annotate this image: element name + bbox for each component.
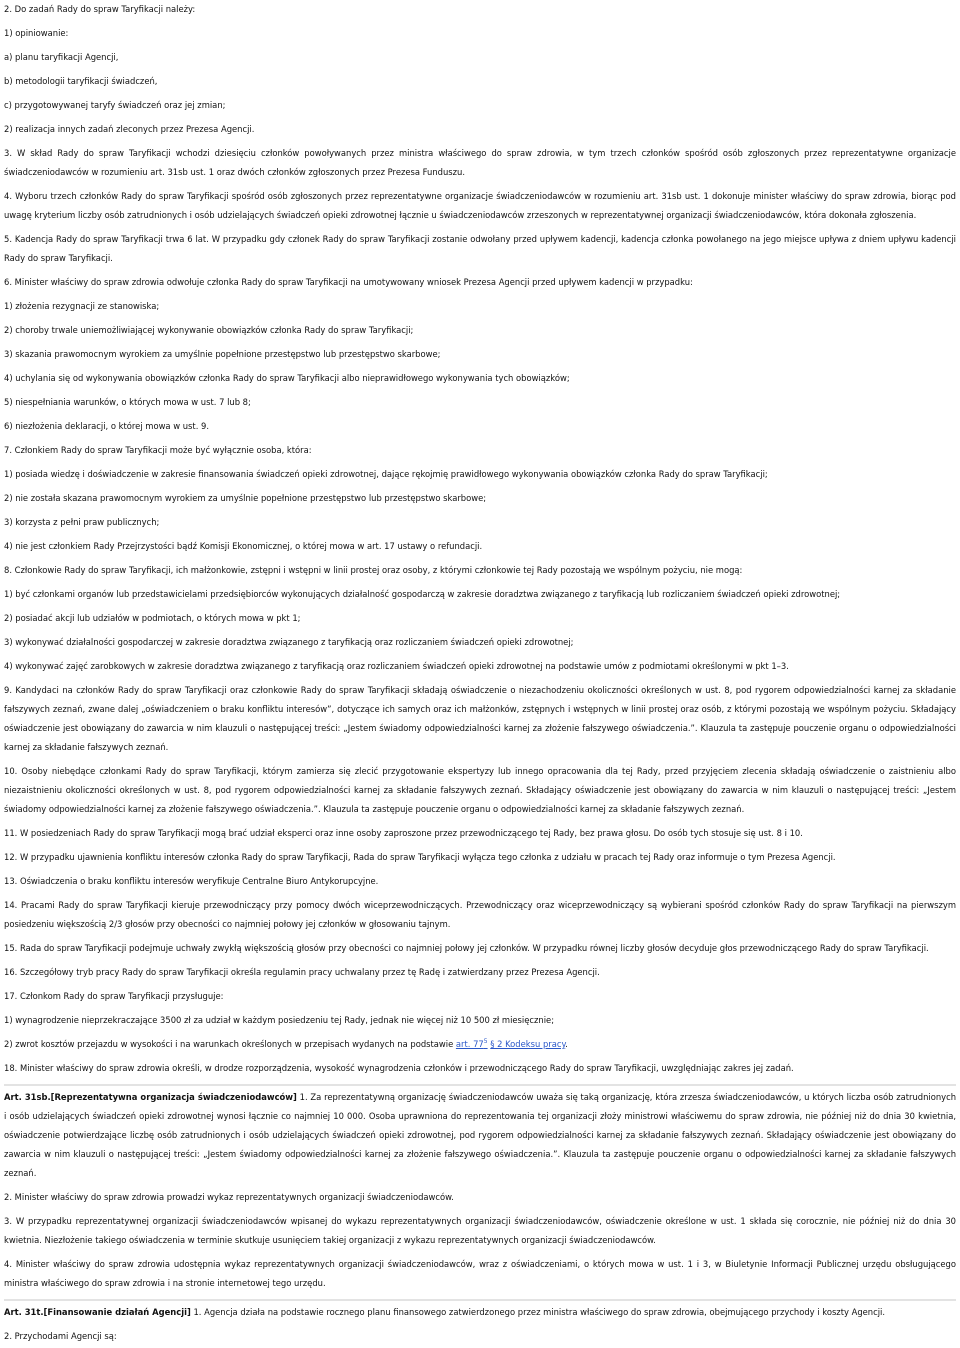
article-31sb-paragraph-1 [4,1088,956,1183]
paragraph-4: 4. Wyboru trzech członków Rady do spraw Taryfikacji spośród osób zgłoszonych przez reprezentatywne organizacje świadczeniodawców w rozumieniu art. 31sb ust. 1 dokonuje minister właściwy do spraw zdrowia, biorąc pod uwagę kryterium liczby osób zatrudnionych i osób udzielających świadczeń opieki zdrowotnej łącznie u świadczeniodawców zrzeszonych w reprezentatywnej organizacji świadczeniodawców, która dokonała zgłoszenia. [4,191,956,220]
paragraph-6: 6. Minister właściwy do spraw zdrowia odwołuje członka Rady do spraw Taryfikacji na umotywowany wniosek Prezesa Agencji przed upływem kadencji w przypadku: [4,277,693,287]
paragraph-13: 13. Oświadczenia o braku konfliktu interesów weryfikuje Centralne Biuro Antykorupcyjne. [4,876,379,886]
paragraph-6-5: 5) niespełniania warunków, o których mowa w ust. 7 lub 8; [4,397,251,407]
art-77-superscript: 5 [483,1038,488,1046]
article-31sb [4,1084,956,1293]
article-31t-heading: Art. 31t.[Finansowanie działań Agencji] [4,1307,191,1317]
paragraph-5: 5. Kadencja Rady do spraw Taryfikacji trwa 6 lat. W przypadku gdy członek Rady do spraw Taryfikacji zostanie odwołany przed upływem kadencji, kadencja członka powołanego na jego miejsce upływa z dniem upływu kadencji Rady do spraw Taryfikacji. [4,234,956,263]
paragraph-12: 12. W przypadku ujawnienia konfliktu interesów członka Rady do spraw Taryfikacji, Rada do spraw Taryfikacji wyłącza tego członka z udziału w pracach tej Rady oraz informuje o tym Prezesa Agencji. [4,852,836,862]
paragraph-17: 17. Członkom Rady do spraw Taryfikacji przysługuje: [4,991,224,1001]
art-77-link-label: art. 77 [455,1039,484,1049]
paragraph-2: 2. Do zadań Rady do spraw Taryfikacji należy: [4,4,196,14]
article-31sb-paragraph-2: 2. Minister właściwy do spraw zdrowia prowadzi wykaz reprezentatywnych organizacji świadczeniodawców. [4,1192,454,1202]
paragraph-2-1: 1) opiniowanie: [4,28,69,38]
paragraph-7-4: 4) nie jest członkiem Rady Przejrzystości bądź Komisji Ekonomicznej, o której mowa w art. 17 ustawy o refundacji. [4,541,483,551]
paragraph-8-2: 2) posiadać akcji lub udziałów w podmiotach, o których mowa w pkt 1; [4,613,301,623]
paragraph-17-1: 1) wynagrodzenie nieprzekraczające 3500 zł za udział w każdym posiedzeniu tej Rady, jednak nie więcej niż 10 500 zł miesięcznie; [4,1015,555,1025]
paragraph-2-1b: b) metodologii taryfikacji świadczeń, [4,76,158,86]
paragraph-2-1c: c) przygotowywanej taryfy świadczeń oraz jej zmian; [4,100,226,110]
art-77-link[interactable] [456,1039,488,1049]
paragraph-17-2-end: . [565,1039,568,1049]
article-31sb-heading: Art. 31sb.[Reprezentatywna organizacja świadczeniodawców] [4,1092,297,1102]
paragraph-6-4: 4) uchylania się od wykonywania obowiązków członka Rady do spraw Taryfikacji albo nieprawidłowego wykonywania tych obowiązków; [4,373,570,383]
paragraph-2-2: 2) realizacja innych zadań zleconych przez Prezesa Agencji. [4,124,255,134]
paragraph-3: 3. W skład Rady do spraw Taryfikacji wchodzi dziesięciu członków powoływanych przez ministra właściwego do spraw zdrowia, w tym trzech członków spośród osób zgłoszonych przez reprezentatywne organizacje świadczeniodawców w rozumieniu art. 31sb ust. 1 oraz dwóch członków zgłoszonych przez Prezesa Funduszu. [4,148,956,177]
paragraph-8-3: 3) wykonywać działalności gospodarczej w zakresie doradztwa związanego z taryfikacją oraz rozliczaniem świadczeń opieki zdrowotnej; [4,637,574,647]
paragraph-18: 18. Minister właściwy do spraw zdrowia określi, w drodze rozporządzenia, wysokość wynagrodzenia członków i przewodniczącego Rady do spraw Taryfikacji, uwzględniając zakres jej zadań. [4,1063,794,1073]
paragraph-10: 10. Osoby niebędące członkami Rady do spraw Taryfikacji, którym zamierza się zlecić przygotowanie ekspertyzy lub innego opracowania dla tej Rady, przed przyjęciem zlecenia składają oświadczenie o zaistnieniu albo niezaistnieniu okoliczności określonych w ust. 8, pod rygorem odpowiedzialności karnej za składanie fałszywych zeznań. Składający oświadczenie jest obowiązany do zawarcia w nim klauzuli o następującej treści: „Jestem świadomy odpowiedzialności karnej za złożenie fałszywego oświadczenia.”. Klauzula ta zastępuje pouczenie organu o odpowiedzialności karnej za składanie fałszywych zeznań. [4,766,956,814]
paragraph-14: 14. Pracami Rady do spraw Taryfikacji kieruje przewodniczący przy pomocy dwóch wiceprzewodniczących. Przewodniczący oraz wiceprzewodniczący są wybierani spośród członków Rady do spraw Taryfikacji na pierwszym posiedzeniu większością 2/3 głosów przy obecności co najmniej połowy jej członków w głosowaniu tajnym. [4,900,956,929]
paragraph-6-6: 6) niezłożenia deklaracji, o której mowa w ust. 9. [4,421,210,431]
paragraph-7-2: 2) nie została skazana prawomocnym wyrokiem za umyślnie popełnione przestępstwo lub przestępstwo skarbowe; [4,493,487,503]
paragraph-6-2: 2) choroby trwale uniemożliwiającej wykonywanie obowiązków członka Rady do spraw Taryfikacji; [4,325,414,335]
article-31t-paragraph-1 [4,1303,956,1322]
paragraph-2-1a: a) planu taryfikacji Agencji, [4,52,119,62]
paragraph-15: 15. Rada do spraw Taryfikacji podejmuje uchwały zwykłą większością głosów przy obecności co najmniej połowy jej członków. W przypadku równej liczby głosów decyduje głos przewodniczącego Rady do spraw Taryfikacji. [4,943,929,953]
article-31t [4,1299,956,1346]
paragraph-6-3: 3) skazania prawomocnym wyrokiem za umyślnie popełnione przestępstwo lub przestępstwo skarbowe; [4,349,441,359]
paragraph-16: 16. Szczegółowy tryb pracy Rady do spraw Taryfikacji określa regulamin pracy uchwalany przez tę Radę i zatwierdzany przez Prezesa Agencji. [4,967,600,977]
paragraph-6-1: 1) złożenia rezygnacji ze stanowiska; [4,301,160,311]
article-31sb-paragraph-4: 4. Minister właściwy do spraw zdrowia udostępnia wykaz reprezentatywnych organizacji świadczeniodawców, wraz z oświadczeniami, o których mowa w ust. 1 i 3, w Biuletynie Informacji Publicznej urzędu obsługującego ministra właściwego do spraw zdrowia i na stronie internetowej tego urzędu. [4,1259,956,1288]
paragraph-9: 9. Kandydaci na członków Rady do spraw Taryfikacji oraz członkowie Rady do spraw Taryfikacji składają oświadczenie o niezachodzeniu okoliczności określonych w ust. 8, pod rygorem odpowiedzialności karnej za składanie fałszywych zeznań, zwane dalej „oświadczeniem o braku konfliktu interesów”, dotyczące ich samych oraz ich małżonków, zstępnych i wstępnych w linii prostej oraz osób, z którymi pozostają we wspólnym pożyciu. Składający oświadczenie jest obowiązany do zawarcia w nim klauzuli o następującej treści: „Jestem świadomy odpowiedzialności karnej za złożenie fałszywego oświadczenia.”. Klauzula ta zastępuje pouczenie organu o odpowiedzialności karnej za składanie fałszywych zeznań. [4,685,956,752]
article-31t-body: 1. Agencja działa na podstawie rocznego planu finansowego zatwierdzonego przez ministra właściwego do spraw zdrowia, obejmującego przychody i koszty Agencji. [190,1307,886,1317]
article-31t-paragraph-2: 2. Przychodami Agencji są: [4,1331,117,1341]
paragraph-7-1: 1) posiada wiedzę i doświadczenie w zakresie finansowania świadczeń opieki zdrowotnej, dające rękojmię prawidłowego wykonywania obowiązków członka Rady do spraw Taryfikacji; [4,469,768,479]
paragraph-11: 11. W posiedzeniach Rady do spraw Taryfikacji mogą brać udział eksperci oraz inne osoby zaproszone przez przewodniczącego tej Rady, bez prawa głosu. Do osób tych stosuje się ust. 8 i 10. [4,828,803,838]
paragraph-8-4: 4) wykonywać zajęć zarobkowych w zakresie doradztwa związanego z taryfikacją oraz rozliczaniem świadczeń opieki zdrowotnej na podstawie umów z podmiotami określonymi w pkt 1–3. [4,661,789,671]
paragraph-7-3: 3) korzysta z pełni praw publicznych; [4,517,160,527]
article-31sb-paragraph-3: 3. W przypadku reprezentatywnej organizacji świadczeniodawców wpisanej do wykazu reprezentatywnych organizacji świadczeniodawców, oświadczenie określone w ust. 1 składa się corocznie, nie później niż do dnia 30 kwietnia. Niezłożenie takiego oświadczenia w terminie skutkuje usunięciem takiej organizacji z wykazu reprezentatywnych organizacji świadczeniodawców. [4,1216,956,1245]
paragraph-7: 7. Członkiem Rady do spraw Taryfikacji może być wyłącznie osoba, która: [4,445,312,455]
paragraph-8-1: 1) być członkami organów lub przedstawicielami przedsiębiorców wykonujących działalność gospodarczą w zakresie doradztwa związanego z taryfikacją lub rozliczaniem świadczeń opieki zdrowotnej; [4,589,841,599]
paragraph-17-2 [4,1035,956,1054]
paragraph-8: 8. Członkowie Rady do spraw Taryfikacji, ich małżonkowie, zstępni i wstępni w linii prostej oraz osoby, z którymi członkowie tej Rady pozostają we wspólnym pożyciu, nie mogą: [4,565,743,575]
article-31sb-body: 1. Za reprezentatywną organizację świadczeniodawców uważa się taką organizację, która zrzesza świadczeniodawców, u których liczba osób zatrudnionych i osób udzielających świadczeń opieki zdrowotnej wynosi łącznie co najmniej 10 000. Osoba uprawniona do reprezentowania tej organizacji złoży ministrowi właściwemu do spraw zdrowia, nie później niż do dnia 30 kwietnia, oświadczenie potwierdzające liczbę osób zatrudnionych i osób udzielających świadczeń opieki zdrowotnej, pod rygorem odpowiedzialności karnej za składanie fałszywych zeznań. Składający oświadczenie jest obowiązany do zawarcia w nim klauzuli o następującej treści: „Jestem świadomy odpowiedzialności karnej za złożenie fałszywego oświadczenia.”. Klauzula ta zastępuje pouczenie organu o odpowiedzialności karnej za składanie fałszywych zeznań. [4,1092,957,1178]
kodeks-pracy-link[interactable]: § 2 Kodeksu pracy [490,1039,566,1049]
paragraph-17-2-text: 2) zwrot kosztów przejazdu w wysokości i na warunkach określonych w przepisach wydanych na podstawie [4,1039,456,1049]
